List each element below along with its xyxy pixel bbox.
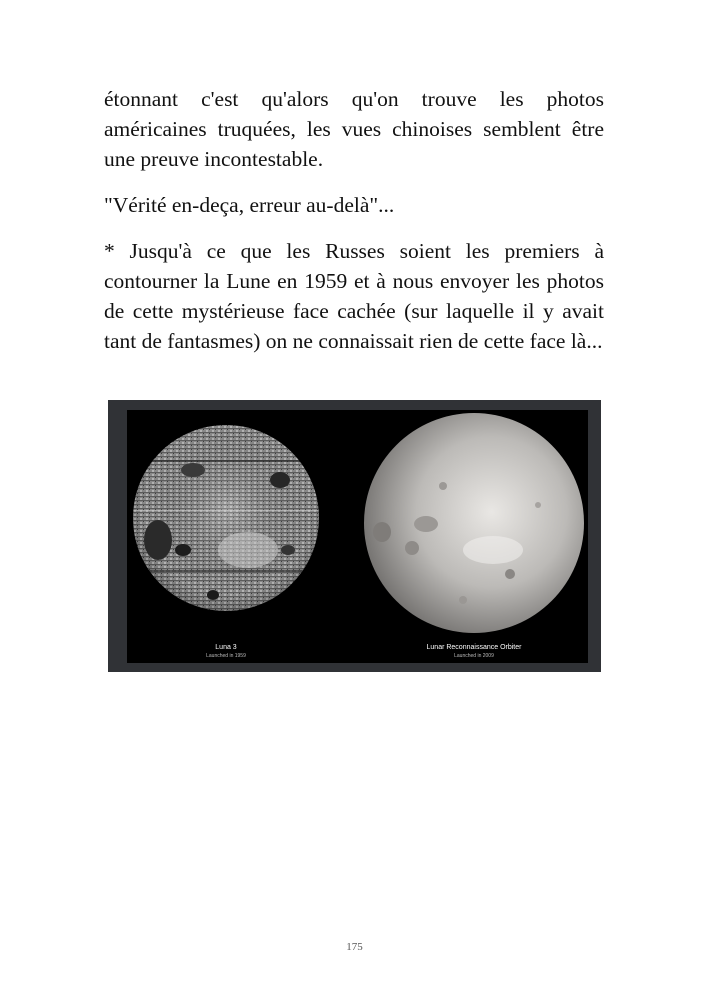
moon-comparison-image	[108, 400, 601, 672]
paragraph-2: "Vérité en-deça, erreur au-delà"...	[104, 193, 395, 217]
paragraph-1: étonnant c'est qu'alors qu'on trouve les photos américaines truquées, les vues chinoises semblent être une preuve incontestable.	[104, 87, 604, 171]
lro-moon-photo	[364, 413, 584, 633]
lro-caption-title: Lunar Reconnaissance Orbiter	[426, 644, 522, 651]
paragraph-3: * Jusqu'à ce que les Russes soient les premiers à contourner la Lune en 1959 et à nous envoyer les photos de cette mystérieuse face cachée (sur laquelle il y avait tant de fantasmes) on ne connaissait rien de cette face là...	[104, 239, 604, 353]
lro-caption-subtitle: Launched in 2009	[454, 653, 494, 659]
page-body	[104, 84, 604, 356]
luna-3-caption-subtitle: Launched in 1959	[206, 653, 246, 659]
luna-3-caption-title: Luna 3	[215, 644, 237, 651]
page-number: 175	[346, 941, 363, 953]
moon-comparison-figure	[108, 400, 601, 672]
